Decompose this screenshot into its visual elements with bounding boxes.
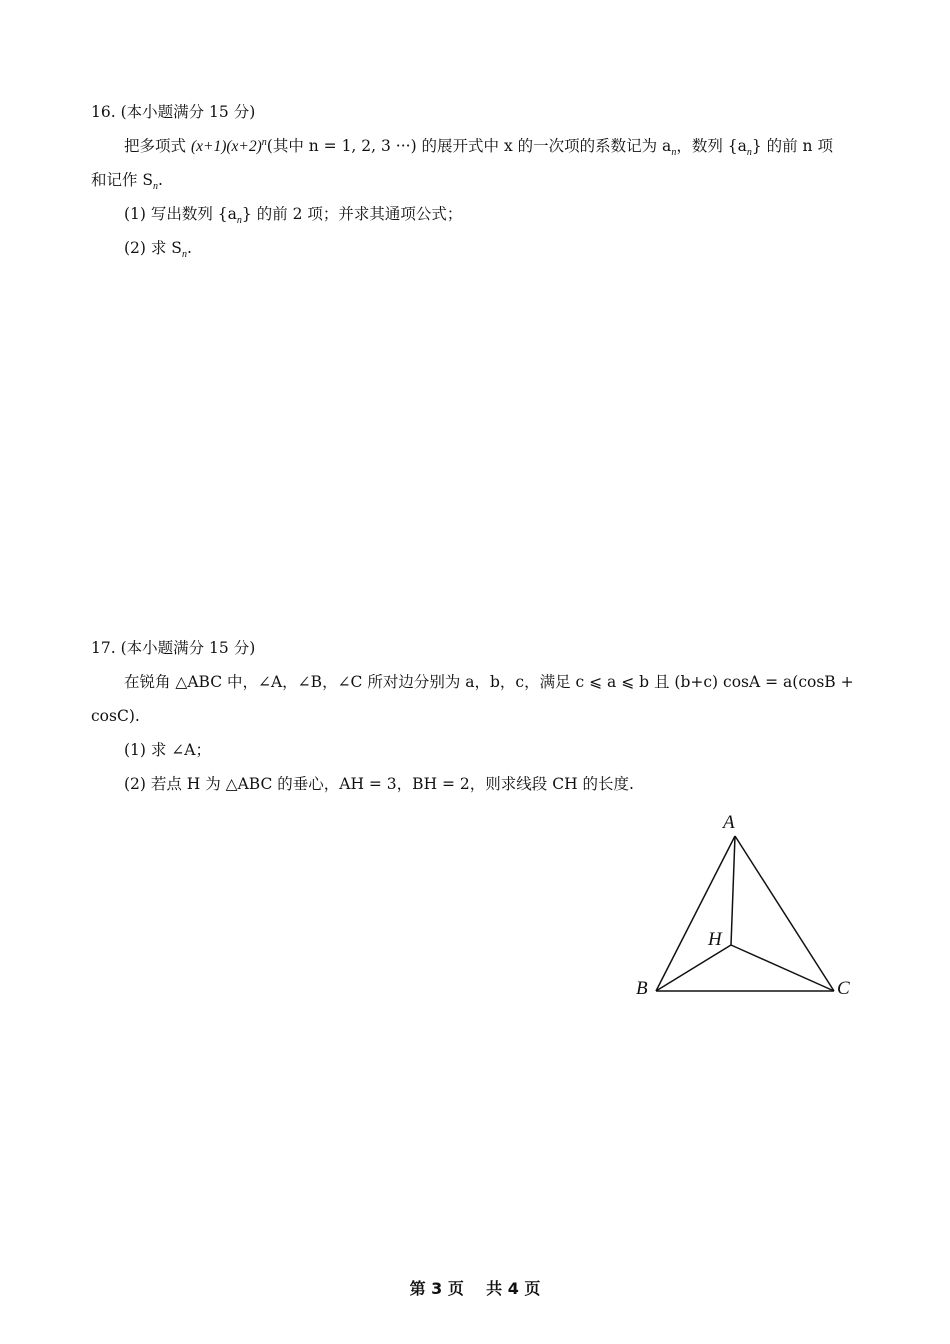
vertex-label-a: A	[723, 812, 735, 833]
problem-17-question-1: (1) 求 ∠A；	[124, 741, 211, 759]
problem-16-header: 16. (本小题满分 15 分)	[91, 103, 256, 121]
problem-17-stem-line-2: cosC).	[91, 707, 140, 725]
problem-17-question-2: (2) 若点 H 为 △ABC 的垂心，AH = 3，BH = 2，则求线段 CH 的长度.	[124, 775, 634, 793]
segment-ah	[731, 836, 735, 945]
problem-17-header: 17. (本小题满分 15 分)	[91, 639, 256, 657]
vertex-label-b: B	[636, 978, 648, 999]
vertex-label-h: H	[708, 929, 722, 950]
problem-16-stem-line-2: 和记作 $S_n$.	[91, 171, 163, 193]
triangle-figure	[630, 808, 860, 1003]
side-ac	[735, 836, 834, 991]
triangle-diagram	[630, 808, 860, 1003]
problem-16-question-2: (2) 求 $S_n$.	[124, 239, 192, 261]
page-number: 第 3 页 共 4 页	[409, 1279, 541, 1298]
problem-16-question-1: (1) 写出数列 $\{a_n\}$ 的前 2 项；并求其通项公式；	[124, 205, 463, 227]
side-ab	[656, 836, 735, 991]
problem-16-stem-line-1: 把多项式 $(x+1)(x+2)^n$(其中 n = 1, 2, 3 ···) 的展开式中 x 的一次项的系数记为 $a_n$，数列 $\{a_n\}$ 的前 n 项	[124, 136, 833, 159]
page-footer	[0, 1276, 950, 1299]
vertex-label-c: C	[837, 978, 850, 999]
problem-17-stem-line-1: 在锐角 △ABC 中，∠A，∠B，∠C 所对边分别为 a，b，c，满足 c ⩽ a ⩽ b 且 (b+c) cosA = a(cosB +	[124, 673, 854, 691]
